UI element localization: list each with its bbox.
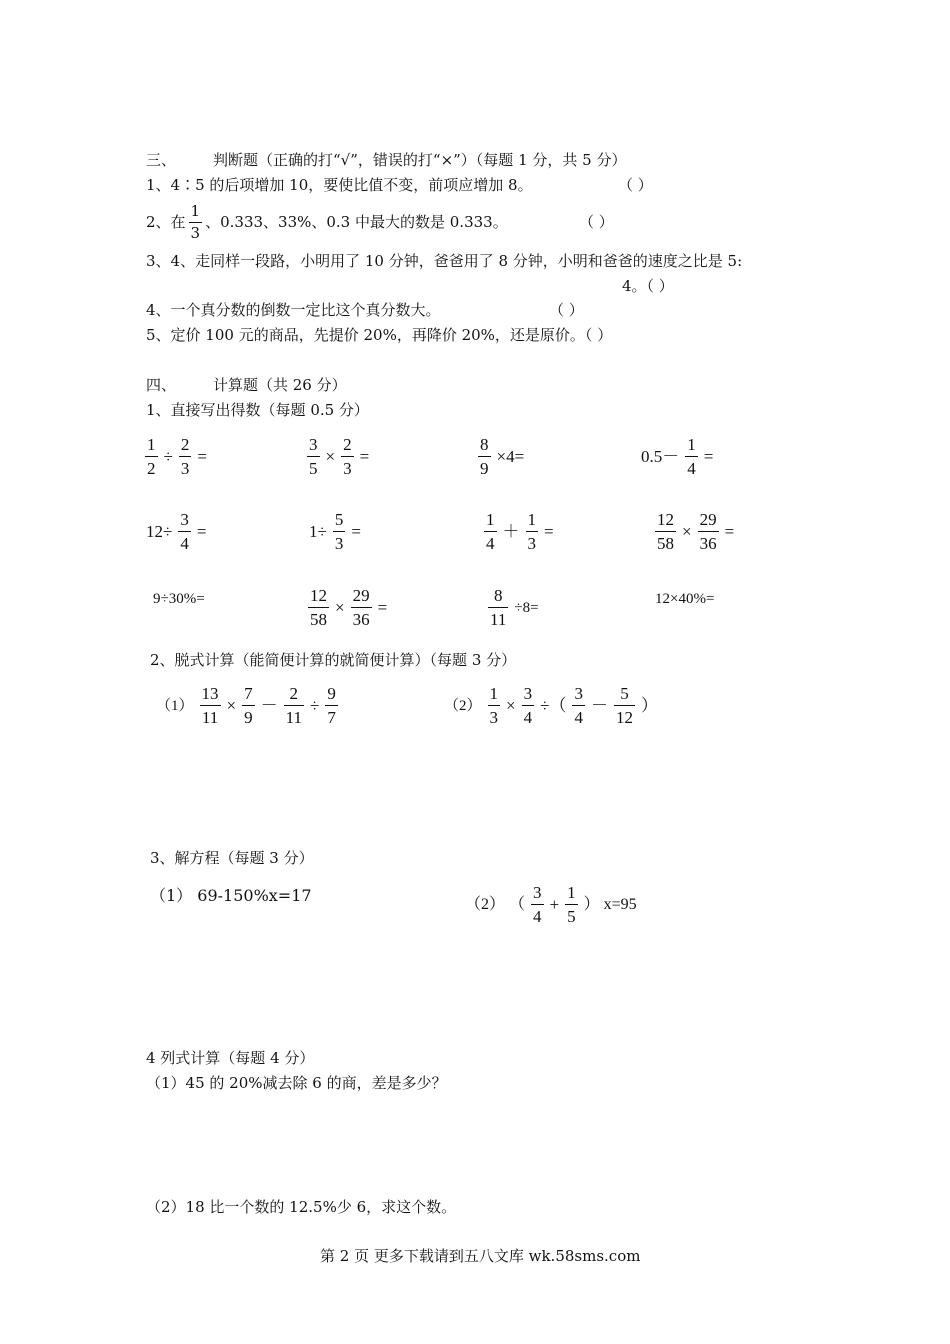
tf-answer-4: （ ） [549,301,584,319]
tf-q2-prefix: 2、在 [146,213,186,231]
subsection-3-title: 3、解方程（每题 3 分） [150,849,314,867]
oral-calc-12: 12×40%= [655,591,715,607]
oral-calc-8: $\frac{12}{58}$ × $\frac{29}{36}$ = [657,510,735,553]
tf-answer-2: （ ） [579,213,614,231]
oral-calc-1: $\frac{1}{2}$ ÷ $\frac{2}{3}$ = [147,435,207,478]
equation-1: （1） 69-150%x=17 [150,886,312,905]
subsection-2-title: 2、脱式计算（能简便计算的就简便计算）（每题 3 分） [150,651,517,669]
section3-number: 三、 [146,151,177,169]
oral-calc-11: $\frac{8}{11}$ ÷8= [490,586,539,629]
tf-question-1: 1、4∶5 的后项增加 10，要使比值不变，前项应增加 8。 [146,176,533,194]
stepwise-problem-2: （2） $\frac{1}{3}$ × $\frac{3}{4}$ ÷（ $\frac{3}{4}$ － $\frac{5}{12}$ ） [444,684,658,727]
tf-answer-1: （ ） [618,176,653,194]
tf-q2-suffix: 、0.333、33%、0.3 中最大的数是 0.333。 [205,213,508,231]
tf-question-3-end: 4。（ ） [622,277,674,295]
tf-question-3: 3、4、走同样一段路，小明用了 10 分钟，爸爸用了 8 分钟，小明和爸爸的速度之比是 5: [146,252,743,270]
oral-calc-10: $\frac{12}{58}$ × $\frac{29}{36}$ = [310,586,388,629]
tf-question-2 [146,200,508,244]
section4-number: 四、 [146,376,177,394]
page-footer: 第 2 页 更多下载请到五八文库 wk.58sms.com [320,1247,641,1265]
oral-calc-3: $\frac{8}{9}$ ×4= [480,435,525,478]
oral-calc-2: $\frac{3}{5}$ × $\frac{2}{3}$ = [309,435,370,478]
tf-question-4: 4、一个真分数的倒数一定比这个真分数大。 [146,301,441,319]
fraction: $\frac{1}{3}$ [190,202,201,242]
oral-calc-9: 9÷30%= [153,591,205,607]
subsection-1-title: 1、直接写出得数（每题 0.5 分） [146,401,369,419]
oral-calc-4: 0.5－ $\frac{1}{4}$ = [641,435,714,478]
oral-calc-5: 12÷ $\frac{3}{4}$ = [146,510,207,553]
subsection-4-title: 4 列式计算（每题 4 分） [146,1049,315,1067]
oral-calc-6: 1÷ $\frac{5}{3}$ = [309,510,361,553]
tf-question-5: 5、定价 100 元的商品，先提价 20%，再降价 20%，还是原价。（ ） [146,326,613,344]
stepwise-problem-1: （1） $\frac{13}{11}$ × $\frac{7}{9}$ － $\frac{2}{11}$ ÷ $\frac{9}{7}$ [156,684,336,727]
word-problem-1: （1）45 的 20%减去除 6 的商，差是多少？ [146,1074,447,1092]
equation-2: （2） （ $\frac{3}{4}$ + $\frac{1}{5}$ ） x=95 [465,883,637,926]
word-problem-2: （2）18 比一个数的 12.5%少 6，求这个数。 [146,1198,457,1216]
section3-title: 判断题（正确的打“√”，错误的打“×”）（每题 1 分，共 5 分） [213,151,627,169]
section4-title: 计算题（共 26 分） [213,376,347,394]
oral-calc-7: $\frac{1}{4}$ ＋ $\frac{1}{3}$ = [486,510,554,553]
